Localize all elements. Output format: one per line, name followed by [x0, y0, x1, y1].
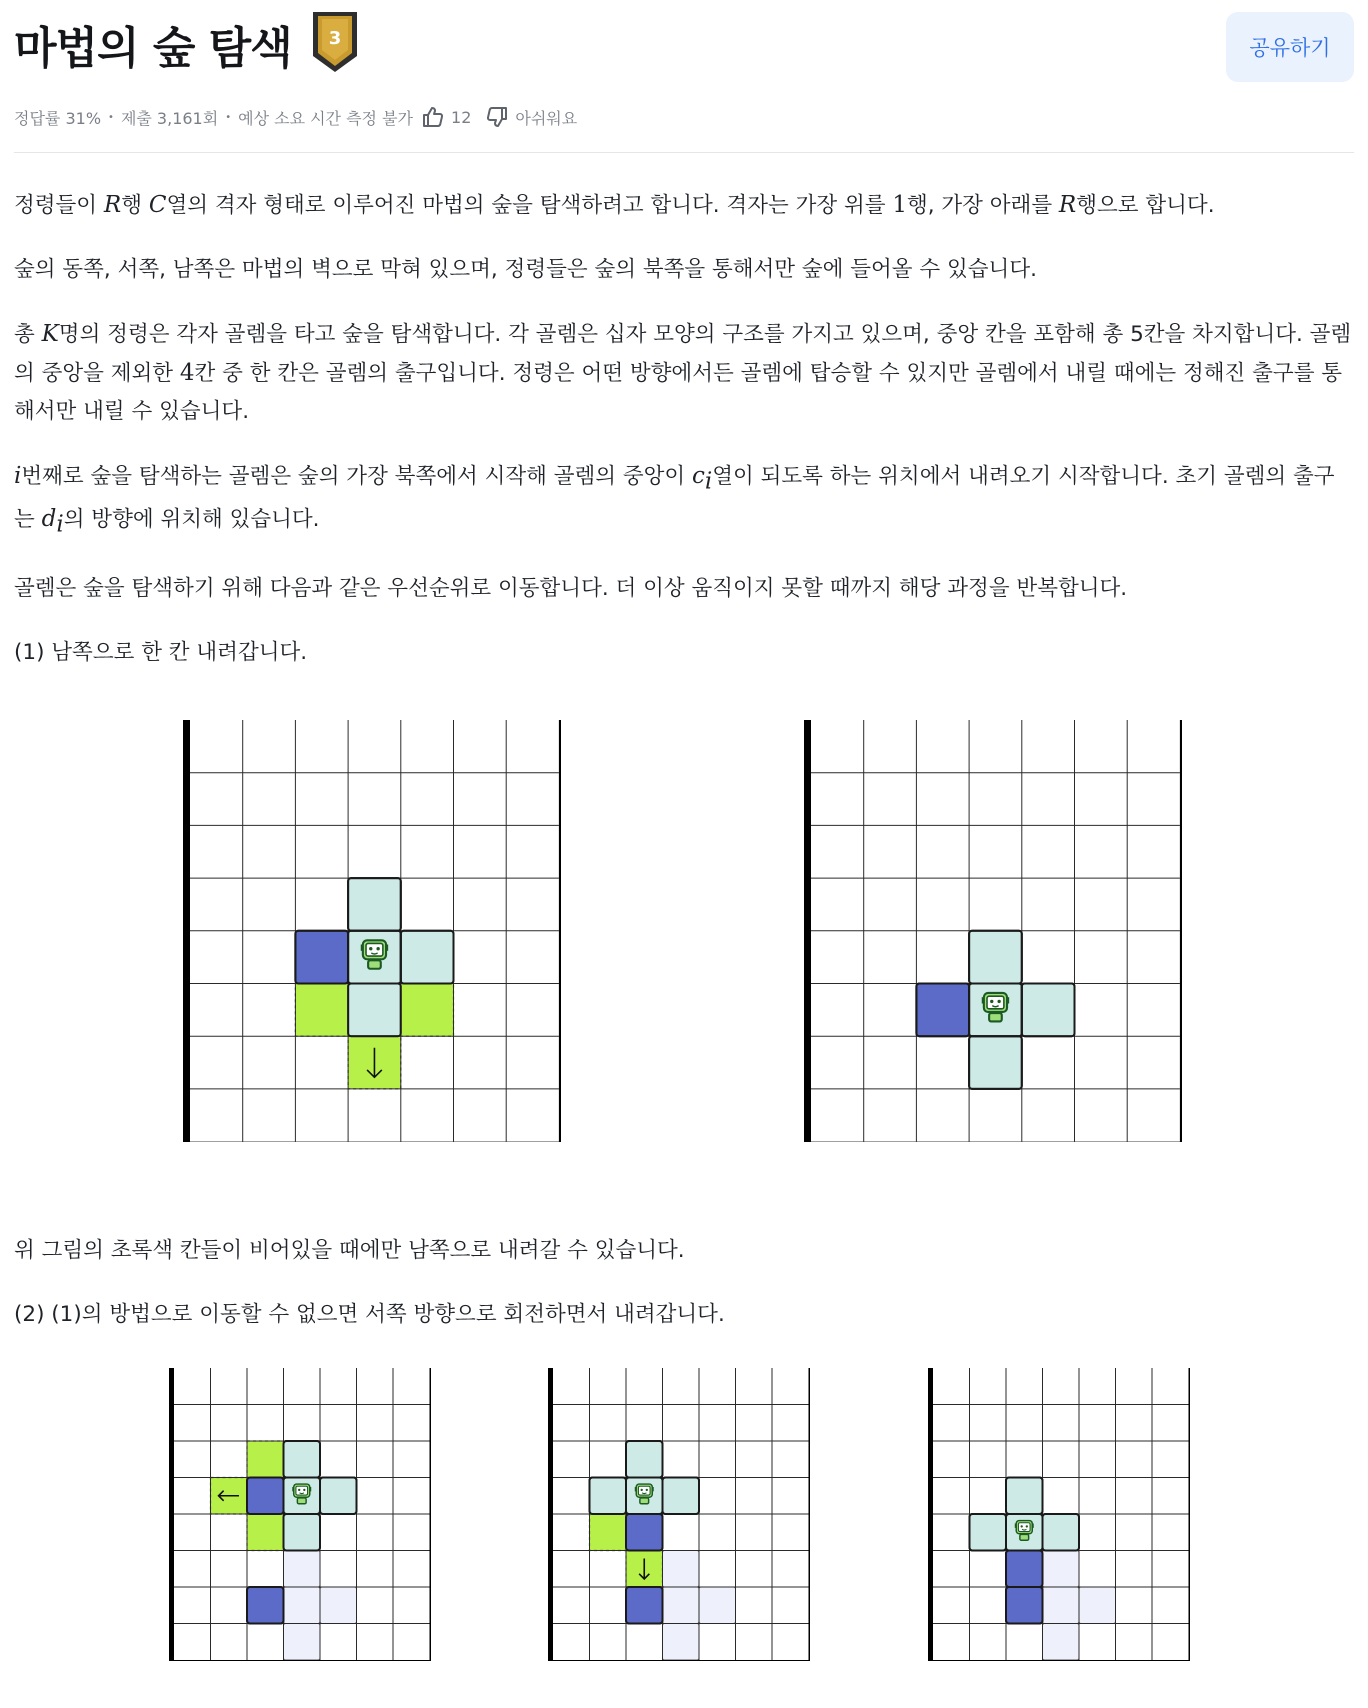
- paragraph-4: i번째로 숲을 탐색하는 골렘은 숲의 가장 북쪽에서 시작해 골렘의 중앙이 $c_i$열이 되도록 하는 위치에서 내려오기 시작합니다. 초기 골렘의 출구는 $d_i$의 방향에 위치해 있습니다.: [14, 463, 1335, 538]
- like-button[interactable]: [421, 105, 445, 129]
- paragraph-3: 총 K명의 정령은 각자 골렘을 타고 숲을 탐색합니다. 각 골렘은 십자 모양의 구조를 가지고 있으며, 중앙 칸을 포함해 총 5칸을 차지합니다. 골렘의 중앙을 제외한 4칸 중 한 칸은 골렘의 출구입니다. 정령은 어떤 방향에서든 골렘에 탑승할 수 있지만 골렘에서 내릴 때에는 정해진 출구를 통해서만 내릴 수 있습니다.: [14, 321, 1352, 424]
- previous-golem-cell: [699, 1587, 736, 1624]
- dislike-button[interactable]: [485, 105, 509, 129]
- golem-body-cell: [969, 931, 1022, 984]
- previous-golem-cell: [1043, 1551, 1080, 1588]
- figure-1b-golem-after-move: [804, 718, 1182, 1142]
- problem-statement: [14, 186, 1354, 698]
- target-cell: [295, 984, 348, 1037]
- paragraph-8: (2) (1)의 방법으로 이동할 수 없으면 서쪽 방향으로 회전하면서 내려갑니다.: [14, 1302, 725, 1327]
- previous-golem-cell: [320, 1587, 357, 1624]
- figure-2b-golem-west-moved: [548, 1366, 810, 1661]
- paragraph-2: 숲의 동쪽, 서쪽, 남쪽은 마법의 벽으로 막혀 있으며, 정령들은 숲의 북쪽을 통해서만 숲에 들어올 수 있습니다.: [14, 257, 1037, 282]
- golem-body-cell: [663, 1478, 700, 1515]
- golem-body-cell: [284, 1441, 321, 1478]
- submission-count: 제출 3,161회: [120, 108, 219, 128]
- dislike-label: 아쉬워요: [515, 108, 578, 128]
- golem-body-cell: [401, 931, 454, 984]
- previous-golem-cell: [1043, 1587, 1080, 1624]
- golem-body-cell: [348, 984, 401, 1037]
- golem-exit-cell: [916, 984, 969, 1037]
- golem-body-cell: [590, 1478, 627, 1515]
- previous-golem-cell: [663, 1551, 700, 1588]
- golem-body-cell: [284, 1514, 321, 1551]
- golem-body-cell: [320, 1478, 357, 1515]
- figure-2c-golem-west-down: [928, 1366, 1190, 1661]
- golem-exit-cell: [247, 1478, 284, 1515]
- golem-body-cell: [626, 1441, 663, 1478]
- thumbs-up-icon: [421, 105, 445, 129]
- separator-dot: •: [108, 111, 114, 123]
- estimated-time: 예상 소요 시간 측정 불가: [238, 108, 414, 128]
- golem-body-cell: [1022, 984, 1075, 1037]
- target-cell: [401, 984, 454, 1037]
- golem-body-cell: [1043, 1514, 1080, 1551]
- previous-golem-cell: [1043, 1624, 1080, 1661]
- thumbs-down-icon: [485, 105, 509, 129]
- like-count: 12: [451, 107, 472, 127]
- previous-golem-cell: [1079, 1587, 1116, 1624]
- golem-exit-cell: [1006, 1551, 1043, 1588]
- golem-body-cell: [970, 1514, 1007, 1551]
- paragraph-5: 골렘은 숲을 탐색하기 위해 다음과 같은 우선순위로 이동합니다. 더 이상 움직이지 못할 때까지 해당 과정을 반복합니다.: [14, 575, 1128, 601]
- badge-level: 3: [328, 28, 341, 49]
- problem-statement-continued: [14, 1232, 1354, 1360]
- golem-exit-cell: [295, 931, 348, 984]
- golem-exit-cell: [626, 1587, 663, 1624]
- problem-meta: [14, 104, 577, 130]
- previous-golem-cell: [284, 1587, 321, 1624]
- target-cell: [590, 1514, 627, 1551]
- golem-exit-cell: [626, 1514, 663, 1551]
- figure-1a-golem-before-move: [183, 718, 561, 1142]
- golem-exit-cell: [1006, 1587, 1043, 1624]
- paragraph-6: (1) 남쪽으로 한 칸 내려갑니다.: [14, 639, 308, 665]
- share-button[interactable]: 공유하기: [1226, 12, 1354, 82]
- previous-golem-cell: [284, 1551, 321, 1588]
- title-row: [14, 14, 360, 74]
- previous-golem-cell: [663, 1624, 700, 1661]
- separator-dot: •: [225, 111, 232, 123]
- figure-2a-golem-west-rotate: [169, 1366, 431, 1661]
- target-cell: [247, 1514, 284, 1551]
- golem-exit-cell: [247, 1587, 284, 1624]
- paragraph-7: 위 그림의 초록색 칸들이 비어있을 때에만 남쪽으로 내려갈 수 있습니다.: [14, 1238, 685, 1263]
- accuracy-rate: 정답률 31%: [14, 108, 102, 128]
- paragraph-1: 정령들이 R행 C열의 격자 형태로 이루어진 마법의 숲을 탐색하려고 합니다. 격자는 가장 위를 1행, 가장 아래를 R행으로 합니다.: [14, 192, 1215, 218]
- header-divider: [14, 152, 1354, 153]
- golem-body-cell: [969, 1036, 1022, 1089]
- previous-golem-cell: [284, 1624, 321, 1661]
- target-cell: [247, 1441, 284, 1478]
- golem-body-cell: [1006, 1478, 1043, 1515]
- rank-badge-icon: [310, 10, 360, 74]
- golem-body-cell: [348, 878, 401, 931]
- page-title: 마법의 숲 탐색: [14, 23, 292, 74]
- previous-golem-cell: [663, 1587, 700, 1624]
